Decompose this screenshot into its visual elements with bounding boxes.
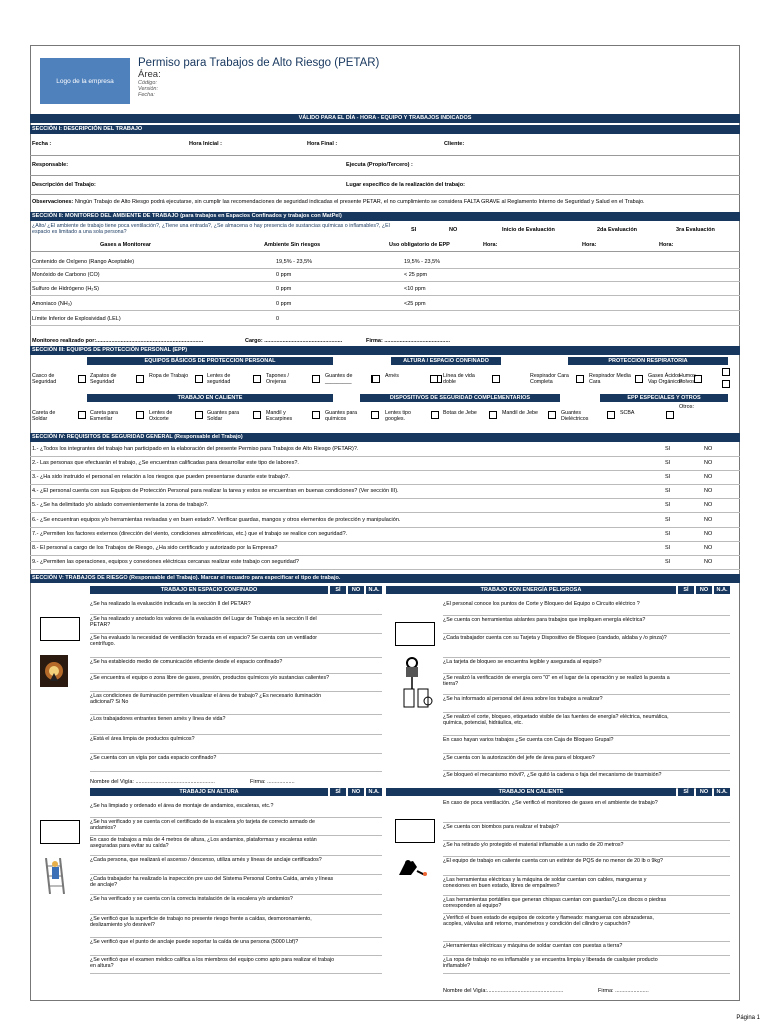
section-2-title: SECCIÓN II: MONITOREO DEL AMBIENTE DE TRABAJO (para trabajos en Espacios Confinados y trabajos con MatPel) [30, 212, 740, 221]
si-col-header: SÍ [330, 788, 346, 796]
section-5-title: SECCIÓN V: TRABAJOS DE RIESGO (Responsable del Trabajo). Marcar el recuadro para especificar el tipo de trabajo. [30, 574, 740, 583]
ambiente-col-header: Ambiente Sin riesgos [264, 242, 321, 248]
divider [30, 251, 740, 252]
epp-caliente-label: Lentes de Oxicorte [149, 410, 173, 423]
risk-question: ¿Se verificó que la superficie de trabajo no presente riesgo frente a caídas, desmoronamiento, deslizamiento y/o desnivel? [90, 916, 312, 929]
na-col-header: N.A. [714, 788, 730, 796]
third-eval-header: 3ra Evaluación [676, 227, 715, 233]
epp-checkbox[interactable] [312, 375, 320, 383]
row-divider [90, 673, 382, 674]
risk-question: ¿Se bloqueó el mecanismo móvil?, ¿Se quitó la cadena o faja del mecanismo de trasmisión? [443, 772, 662, 778]
confined-space-icon [40, 655, 68, 687]
firma-caliente[interactable]: Firma: ...................... [598, 988, 649, 994]
si-option[interactable]: SI [665, 488, 671, 495]
epp-checkbox[interactable] [371, 411, 379, 419]
si-option[interactable]: SI [665, 446, 671, 452]
gas-ambiente: 19,5% - 23,5% [276, 259, 313, 265]
epp-checkbox[interactable] [372, 375, 380, 383]
row-divider [90, 874, 382, 875]
second-eval-header: 2da Evaluación [597, 227, 638, 233]
altura-header: ALTURA / ESPACIO CONFINADO [391, 357, 501, 365]
section-1-title: SECCIÓN I: DESCRIPCIÓN DEL TRABAJO [30, 125, 740, 134]
row-divider [90, 914, 382, 915]
no-option[interactable]: NO [704, 558, 713, 565]
gas-epp: <10 ppm [404, 286, 426, 292]
epp-caliente-label: Careta para Esmerilar [90, 410, 118, 423]
requirement-text: 8.- El personal a cargo de los Trabajos de Riesgo, ¿Ha sido certificado y autorizado por la Empresa? [32, 544, 278, 551]
row-divider [443, 753, 730, 754]
row-divider [90, 973, 382, 974]
epp-checkbox[interactable] [722, 380, 730, 388]
row-divider [30, 498, 740, 499]
epp-esp-label: SCBA [620, 410, 635, 416]
risk-question: ¿Se cuenta con biombos para realizar el trabajo? [443, 824, 559, 830]
epp-checkbox[interactable] [253, 375, 261, 383]
risk-question: ¿Se verificó que el punto de anclaje puede soportar la caída de una persona (5000 Lbf)? [90, 939, 299, 945]
epp-checkbox[interactable] [136, 375, 144, 383]
divider [30, 194, 740, 195]
epp-altura-label: Línea de vida doble [443, 373, 475, 386]
risk-question: ¿Se ha retirado y/o protegido el material inflamable a un radio de 20 metros? [443, 842, 624, 848]
altura-header: TRABAJO EN ALTURA [90, 788, 328, 796]
row-divider [443, 615, 730, 616]
gas-epp: < 25 ppm [404, 272, 428, 278]
epp-disp-label: Guantes para químicos [325, 410, 358, 423]
epp-disp-label: Mandil de Jebe [502, 410, 538, 416]
risk-question: ¿La ropa de trabajo no es inflamable y se encuentra limpia y liberada de cualquier producto inflamable? [443, 957, 658, 970]
gas-name: Contenido de Oxígeno (Rango Aceptable) [32, 259, 135, 265]
epp-checkbox[interactable] [489, 411, 497, 419]
epp-checkbox[interactable] [78, 375, 86, 383]
requirement-text: 7.- ¿Permiten los factores externos (dirección del viento, condiciones atmosféricas, etc.) que el trabajo se realice con seguridad?. [32, 530, 348, 537]
row-divider [90, 614, 382, 615]
row-divider [90, 817, 382, 818]
vigia-confinado[interactable]: Nombre del Vigía: .................................................... [90, 779, 215, 785]
risk-question: ¿Las herramientas eléctricas y la máquina de soldar cuentan con cables, mangueras y conexiones en buen estado, libres de empalmes? [443, 877, 647, 890]
epp-caliente-label: Guantes para Soldar [207, 410, 240, 423]
si-option[interactable]: SI [665, 544, 671, 551]
epp-basic-label: Tapones / Orejeras [266, 373, 289, 386]
risk-question: ¿Las herramientas portátiles que generan chispas cuentan con guardas?¿Los discos o piedras corresponden al equipo? [443, 897, 667, 910]
page-number: Página 1 [736, 1015, 760, 1021]
si-option[interactable]: SI [665, 502, 671, 509]
env-question: ¿Alto/ ¿El ambiente de trabajo tiene poca ventilación?, ¿Tiene una entrada?, ¿Se almacena o hay presencia de sustancias químicas o inflamables?, ¿El espacio es limitado a una sola persona? [32, 223, 390, 236]
risk-question: ¿Se ha limpiado y ordenado el área de montaje de andamios, escaleras, etc.? [90, 803, 274, 809]
epp-checkbox[interactable] [312, 411, 320, 419]
version-label: Versión: [138, 86, 158, 92]
codigo-label: Código: [138, 80, 157, 86]
risk-question: ¿Cada trabajador cuenta con su Tarjeta y Dispositivo de Bloqueo (candado, aldaba y /o pinza)? [443, 635, 667, 641]
risk-question: ¿Las condiciones de iluminación permiten visualizar el área de trabajo? ¿Es necesario iluminación adicional? Si No [90, 693, 322, 706]
row-divider [90, 691, 382, 692]
row-divider [30, 541, 740, 542]
si-option[interactable]: SI [665, 474, 671, 481]
firma-line[interactable]: Firma: ........................................... [366, 338, 451, 344]
gas-ambiente: 0 ppm [276, 286, 292, 292]
epp-esp-label: Guantes Dieléctricos [561, 410, 589, 423]
responsable-field[interactable]: Responsable: [32, 162, 69, 168]
si-col-header: SÍ [330, 586, 346, 594]
epp-checkbox[interactable] [430, 375, 438, 383]
no-option[interactable]: NO [704, 488, 713, 495]
disp-header: DISPOSITIVOS DE SEGURIDAD COMPLEMENTARIOS [360, 394, 560, 402]
epp-checkbox[interactable] [666, 411, 674, 419]
gas-name: Monóxido de Carbono (CO) [32, 272, 100, 278]
gas-ambiente: 0 [276, 316, 280, 322]
epp-basic-label: Ropa de Trabajo [149, 373, 189, 379]
row-divider [30, 268, 740, 269]
row-divider [30, 527, 740, 528]
si-header: SI [411, 227, 417, 233]
row-divider [30, 325, 740, 326]
row-divider [443, 673, 730, 674]
row-divider [90, 771, 382, 772]
risk-question: ¿Se encuentra el equipo o zona libre de gases, presión, productos químicos y/o sustancias calientes? [90, 675, 330, 681]
epp-basic-label: Lentes de seguridad [207, 373, 231, 386]
epp-checkbox[interactable] [136, 411, 144, 419]
si-col-header: SÍ [678, 586, 694, 594]
area-label: Área: [138, 69, 161, 80]
no-col-header: NO [696, 586, 712, 594]
row-divider [443, 955, 730, 956]
na-col-header: N.A. [366, 586, 382, 594]
requirement-text: 5.- ¿Se ha delimitado y/o aislado convenientemente la zona de trabajo?. [32, 502, 209, 509]
risk-question: ¿Verificó el buen estado de equipos de oxicorte y flameado: mangueras con abrazaderas, acoples, válvulas anti retorno, manómetros y condición del cilindro y capuchón? [443, 915, 654, 928]
row-divider [90, 855, 382, 856]
section-3-title: SECCIÓN III: EQUIPOS DE PROTECCIÓN PERSONAL (EPP) [30, 346, 740, 355]
work-type-checkbox[interactable] [40, 820, 80, 844]
row-divider [90, 734, 382, 735]
row-divider [443, 973, 730, 974]
no-col-header: NO [348, 788, 364, 796]
epp-checkbox[interactable] [431, 411, 439, 419]
risk-question: ¿Se ha establecido medio de comunicación eficiente desde el espacio confinado? [90, 659, 283, 665]
risk-question: ¿Se ha realizado y anotado los valores de la evaluación del Lugar de Trabajo en la sección II del PETAR? [90, 616, 317, 629]
working-at-height-icon [40, 858, 72, 894]
epp-checkbox[interactable] [492, 375, 500, 383]
si-option[interactable]: SI [665, 558, 671, 565]
row-divider [30, 484, 740, 485]
row-divider [30, 295, 740, 296]
no-header: NO [449, 227, 458, 233]
requirement-text: 1.- ¿Todos los integrantes del trabajo han participado en la elaboración del presente Permiso para Trabajos de Alto Riesgo (PETAR)?. [32, 446, 359, 452]
requirement-text: 6.- ¿Se encuentran equipos y/o herramientas revisadas y en buen estado?. Verificar guardas, mangos y otros elementos de protección y manipulación. [32, 516, 401, 523]
confinado-header: TRABAJO EN ESPACIO CONFINADO [90, 586, 328, 594]
descripcion-field[interactable]: Descripción del Trabajo: [32, 182, 96, 188]
divider [30, 175, 740, 176]
monitoreo-line[interactable]: Monitoreo realizado por:...................................................................... [32, 338, 204, 344]
basicos-header: EQUIPOS BÁSICOS DE PROTECCION PERSONAL [87, 357, 333, 365]
si-option[interactable]: SI [665, 516, 671, 523]
obs-label: Observaciones: [32, 199, 74, 205]
epp-checkbox[interactable] [195, 411, 203, 419]
risk-question: ¿Se cuenta con herramientas aislantes para trabajos que impliquen energía eléctrica? [443, 617, 646, 623]
risk-question: ¿Se ha verificado y se cuenta con el certificado de la escalera y/o tarjeta de correcto armado de andamios? [90, 819, 315, 832]
risk-question: ¿Cada persona, que realizará el ascenso / descenso, utiliza arnés y líneas de anclaje certificados? [90, 857, 322, 863]
company-logo-placeholder [40, 58, 130, 104]
row-divider [443, 822, 730, 823]
risk-question: ¿Los trabajadores entrantes tienen arnés y línea de vida? [90, 716, 226, 722]
row-divider [90, 835, 382, 836]
epp-basic-label: Guantes de _________ [325, 373, 353, 386]
row-divider [443, 657, 730, 658]
epp-checkbox[interactable] [635, 375, 643, 383]
work-type-checkbox[interactable] [395, 819, 435, 843]
epp-checkbox[interactable] [78, 411, 86, 419]
si-option[interactable]: SI [665, 530, 671, 537]
cargo-line[interactable]: Cargo: ................................................... [245, 338, 343, 344]
no-col-header: NO [348, 586, 364, 594]
risk-question: ¿La tarjeta de bloqueo se encuentra legible y asegurada al equipo? [443, 659, 602, 665]
row-divider [443, 694, 730, 695]
epp-checkbox[interactable] [722, 368, 730, 376]
epp-basic-label: Zapatos de Seguridad [90, 373, 117, 386]
epp-disp-label: Botas de Jebe [443, 410, 477, 416]
energia-header: TRABAJO CON ENERGÍA PELIGROSA [386, 586, 676, 594]
epp-checkbox[interactable] [576, 375, 584, 383]
row-divider [90, 657, 382, 658]
row-divider [30, 310, 740, 311]
gas-name: Sulfuro de Hidrógeno (H₂S) [32, 286, 99, 292]
hora-2: Hora: [582, 242, 597, 248]
row-divider [30, 470, 740, 471]
risk-question: ¿Se verificó que el examen médico califica a los miembros del equipo como apto para realizar el trabajo en altura? [90, 957, 335, 970]
risk-question: ¿Se realizó la verificación de energía cero "0" en el lugar de la operación y se realizó la puesta a tierra? [443, 675, 670, 688]
no-option[interactable]: NO [704, 530, 713, 537]
no-option[interactable]: NO [704, 516, 713, 523]
vigia-caliente[interactable]: Nombre del Vigía:.................................................. [443, 988, 564, 994]
esp-header: EPP ESPECIALES Y OTROS [600, 394, 728, 402]
row-divider [443, 895, 730, 896]
work-type-checkbox[interactable] [40, 617, 80, 641]
obs-text: Ningún Trabajo de Alto Riesgo podrá ejecutarse, sin cumplir las recomendaciones de seguridad indicadas el presente PETAR, el no cumplimiento se considera FALTA GRAVE al Reglamento Interno de Seguridad y Salud en el Trabajo. [74, 199, 645, 205]
divider [30, 155, 740, 156]
epp-altura-label: Arnés [385, 373, 399, 379]
gases-col-header: Gases a Monitorear [100, 242, 152, 248]
ejecuta-field[interactable]: Ejecuta (Propio/Tercero) : [346, 162, 413, 168]
resp-header: PROTECCION RESPIRATORIA [568, 357, 728, 365]
epp-checkbox[interactable] [195, 375, 203, 383]
risk-question: ¿Se ha evaluado la necesidad de ventilación forzada en el espacio? Se cuenta con un ventilador centrífugo. [90, 635, 318, 648]
epp-disp-label: Lentes tipo googles. [385, 410, 411, 423]
row-divider [30, 512, 740, 513]
caliente-header: TRABAJO EN CALIENTE [87, 394, 333, 402]
row-divider [443, 913, 730, 914]
gas-ambiente: 0 ppm [276, 272, 292, 278]
row-divider [443, 735, 730, 736]
lugar-field[interactable]: Lugar específico de la realización del trabajo: [346, 182, 465, 188]
caliente-header: TRABAJO EN CALIENTE [386, 788, 676, 796]
gas-epp: 19,5% - 23,5% [404, 259, 441, 265]
risk-question: ¿Herramientas eléctricas y máquina de soldar cuentan con puestas a tierra? [443, 943, 623, 949]
si-option[interactable]: SI [665, 460, 671, 467]
hora-1: Hora: [483, 242, 498, 248]
risk-question: ¿Cada trabajador ha realizado la inspección pre uso del Sistema Personal Contra Caída, arnés y líneas de anclaje? [90, 876, 334, 889]
row-divider [443, 856, 730, 857]
firma-confinado[interactable]: Firma: .................. [250, 779, 295, 785]
epp-resp-label: Humos Polvos [679, 373, 696, 386]
row-divider [443, 770, 730, 771]
row-divider [90, 955, 382, 956]
risk-question: ¿Se realizó el corte, bloqueo, etiquetado visible de las fuentes de energía? eléctrica, neumática, química, potencial, hidráulica, etc. [443, 714, 669, 727]
row-divider [90, 633, 382, 634]
requirement-text: 4.- ¿El personal cuenta con sus Equipos de Protección Personal para realizar la tarea y estos se encuentran en buenas condiciones? (Ver sección III). [32, 488, 399, 495]
na-col-header: N.A. [714, 586, 730, 594]
gas-ambiente: 0 ppm [276, 301, 292, 307]
risk-question: ¿Se ha realizado la evaluación indicada en la sección II del PETAR? [90, 601, 251, 607]
otros-label: Otros: [679, 404, 694, 410]
row-divider [90, 753, 382, 754]
row-divider [443, 633, 730, 634]
work-type-checkbox[interactable] [395, 622, 435, 646]
row-divider [90, 894, 382, 895]
epp-resp-label: Respirador Cara Completa [530, 373, 569, 386]
inicio-eval-header: Inicio de Evaluación [502, 227, 555, 233]
lockout-tagout-icon [398, 655, 434, 715]
cliente-field[interactable]: Cliente: [444, 141, 465, 147]
hora-inicial-field[interactable]: Hora Inicial : [189, 141, 223, 147]
epp-checkbox[interactable] [607, 411, 615, 419]
row-divider [30, 569, 740, 570]
valid-bar: VÁLIDO PARA EL DÍA - HORA - EQUIPO Y TRABAJOS INDICADOS [30, 114, 740, 123]
form-title: Permiso para Trabajos de Alto Riesgo (PETAR) [138, 57, 380, 69]
epp-basic-label: Casco de Seguridad [32, 373, 57, 386]
risk-question: ¿Se cuenta con un vigía por cada espacio confinado? [90, 755, 217, 761]
risk-question: ¿Está el área limpia de productos químicos? [90, 736, 195, 742]
no-option[interactable]: NO [704, 474, 713, 481]
fecha-meta-label: Fecha: [138, 92, 155, 98]
row-divider [30, 456, 740, 457]
no-col-header: NO [696, 788, 712, 796]
risk-question: En caso de poca ventilación. ¿Se verificó el monitoreo de gases en el ambiente de trabajo? [443, 800, 658, 806]
no-option[interactable]: NO [704, 502, 713, 509]
risk-question: En caso hayan varios trabajos ¿Se cuenta con Caja de Bloqueo Grupal? [443, 737, 614, 743]
risk-question: ¿Se ha verificado y se cuenta con la correcta instalación de la escalera y/o andamios? [90, 896, 293, 902]
epp-caliente-label: Mandil y Escarpines [266, 410, 293, 423]
risk-question: ¿Se ha informado al personal del área sobre los trabajos a realizar? [443, 696, 603, 702]
row-divider [443, 875, 730, 876]
no-option[interactable]: NO [704, 544, 713, 551]
row-divider [443, 712, 730, 713]
risk-question: ¿El personal conoce los puntos de Corte y Bloqueo del Equipo o Circuito eléctrico ? [443, 601, 640, 607]
no-option[interactable]: NO [704, 460, 713, 467]
hot-work-welder-icon [395, 857, 429, 877]
epp-caliente-label: Careta de Soldar [32, 410, 56, 423]
fecha-field[interactable]: Fecha : [32, 141, 52, 147]
risk-question: ¿Se cuenta con la autorización del jefe de área para el bloqueo? [443, 755, 595, 761]
risk-question: En caso de trabajos a más de 4 metros de altura, ¿Los andamios, plataformas y escaleras están aseguradas para evitar su caída? [90, 837, 317, 850]
row-divider [30, 281, 740, 282]
hora-final-field[interactable]: Hora Final : [307, 141, 338, 147]
gas-epp: <25 ppm [404, 301, 426, 307]
row-divider [90, 714, 382, 715]
requirement-text: 3.- ¿Ha sido instruido el personal en relación a los riesgos que pueden presentarse durante este trabajo?. [32, 474, 290, 481]
requirement-text: 9.- ¿Permiten las operaciones, equipos y conexiones eléctricas cercanas realizar este trabajo con seguridad? [32, 558, 299, 565]
observaciones [32, 199, 645, 206]
no-option[interactable]: NO [704, 446, 713, 452]
epp-checkbox[interactable] [548, 411, 556, 419]
row-divider [90, 937, 382, 938]
row-divider [30, 555, 740, 556]
hora-3: Hora: [659, 242, 674, 248]
row-divider [443, 941, 730, 942]
section-4-title: SECCIÓN IV: REQUISITOS DE SEGURIDAD GENERAL (Responsable del Trabajo) [30, 433, 740, 442]
epp-resp-label: Gases Ácidos Vap Orgánicos [648, 373, 683, 386]
risk-question: ¿El equipo de trabajo en caliente cuenta con un extintor de PQS de no menor de 20 lb o 9kg? [443, 858, 663, 864]
row-divider [443, 840, 730, 841]
epp-col-header: Uso obligatorio de EPP [389, 242, 450, 248]
na-col-header: N.A. [366, 788, 382, 796]
logo-text: Logo de la empresa [56, 77, 114, 85]
requirement-text: 2.- Las personas que efectuarán el trabajo, ¿Se encuentran calificadas para desarrollar este tipo de labores?. [32, 460, 299, 467]
epp-checkbox[interactable] [253, 411, 261, 419]
gas-name: Límite Inferior de Explosividad (LEL) [32, 316, 121, 322]
gas-name: Amoniaco (NH₃) [32, 301, 72, 307]
epp-resp-label: Respirador Media Cara [589, 373, 631, 386]
si-col-header: SÍ [678, 788, 694, 796]
